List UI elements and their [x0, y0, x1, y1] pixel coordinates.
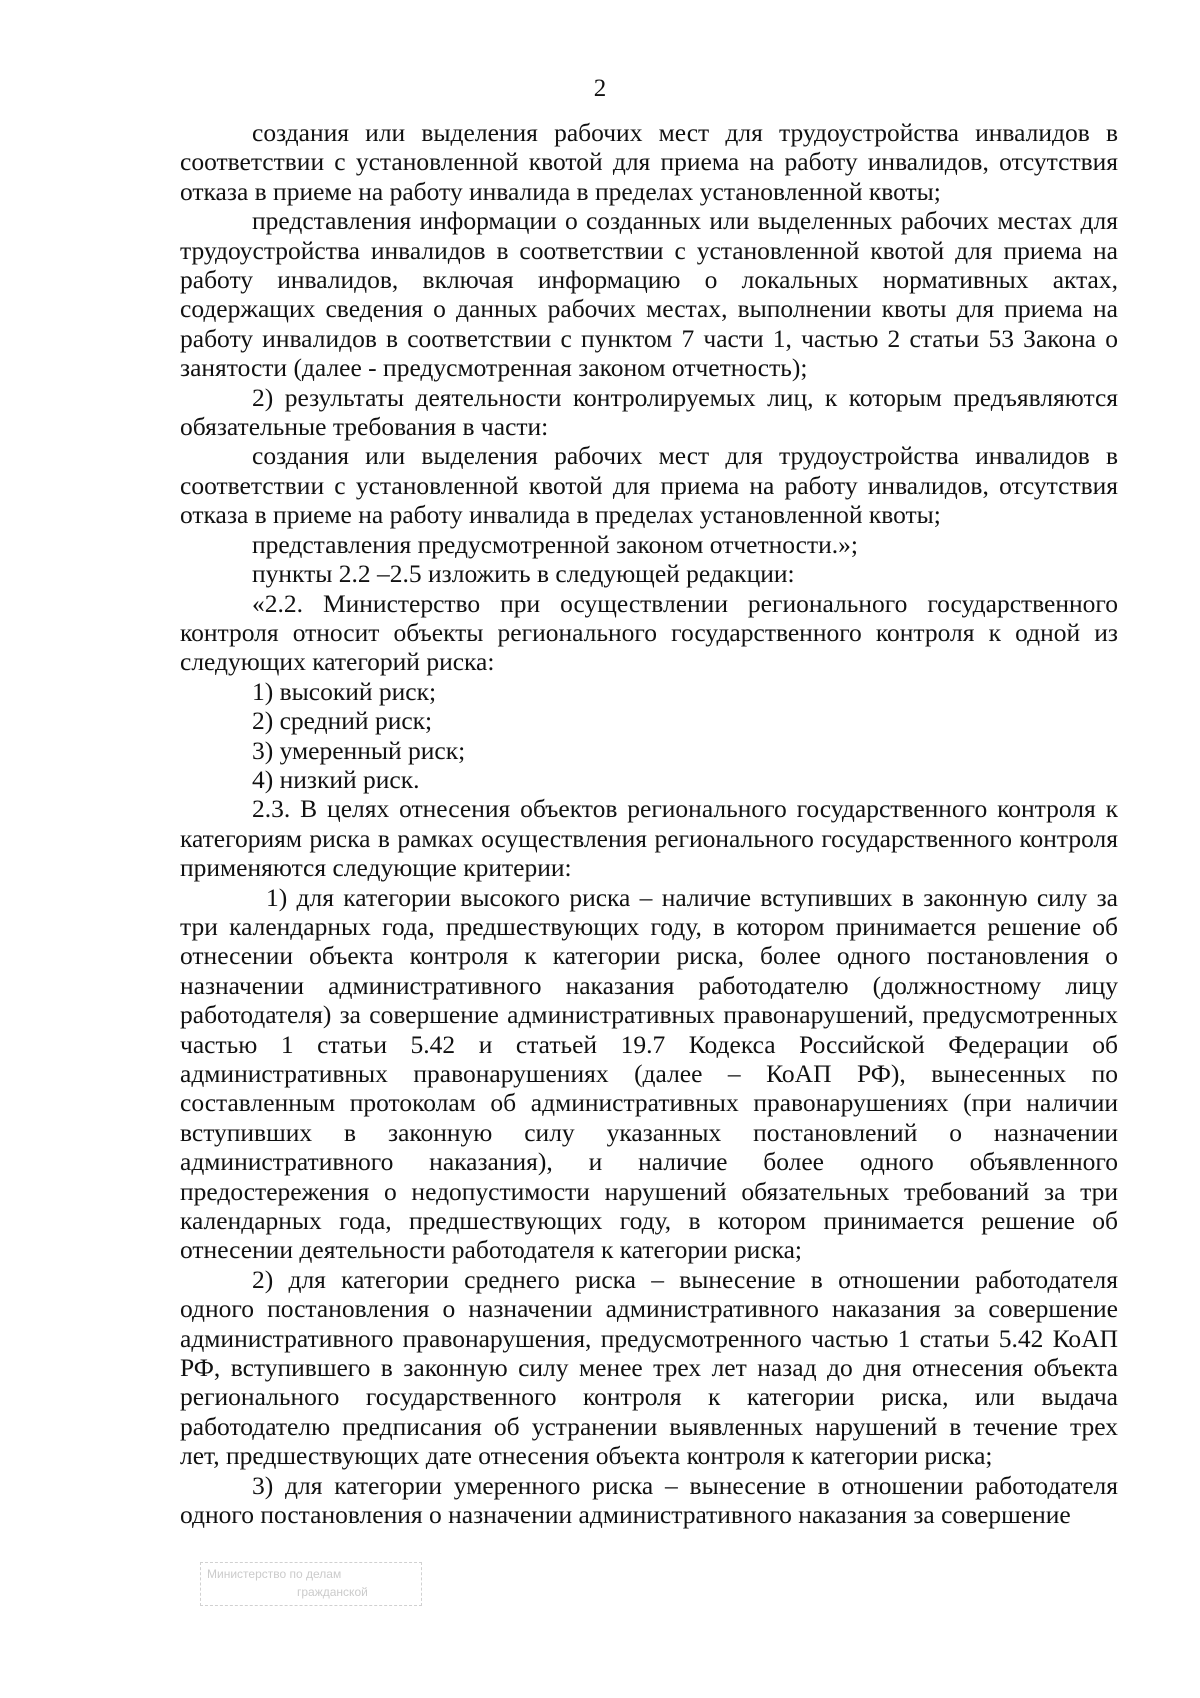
stamp-line: гражданской [297, 1585, 368, 1599]
paragraph: 1) для категории высокого риска – наличие вступивших в законную силу за три календарных года, предшествующих году, в котором принимается решение об отнесении объекта контроля к категории риска, более одного постановления о назначении административного наказания работодателю (должностному лицу работодателя) за совершение административных правонарушений, предусмотренных частью 1 статьи 5.42 и статьей 19.7 Кодекса Российской Федерации об административных правонарушениях (далее – КоАП РФ), вынесенных по составленным протоколам об административных правонарушениях (при наличии вступивших в законную силу указанных постановлений о назначении административного наказания), и наличие более одного объявленного предостережения о недопустимости нарушений обязательных требований за три календарных года, предшествующих году, в котором принимается решение об отнесении деятельности работодателя к категории риска; [180, 882, 1118, 1265]
paragraph: создания или выделения рабочих мест для трудоустройства инвалидов в соответствии с установленной квотой для приема на работу инвалидов, отсутствия отказа в приеме на работу инвалида в пределах установленной квоты; [180, 118, 1118, 206]
paragraph: 2) результаты деятельности контролируемых лиц, к которым предъявляются обязательные требования в части: [180, 382, 1118, 442]
paragraph: «2.2. Министерство при осуществлении регионального государственного контроля относит объекты регионального государственного контроля к одной из следующих категорий риска: [180, 588, 1118, 677]
registration-stamp [200, 1562, 422, 1606]
document-body [180, 118, 1118, 1530]
paragraph: представления предусмотренной законом отчетности.»; [252, 529, 858, 559]
paragraph: представления информации о созданных или выделенных рабочих местах для трудоустройства инвалидов в соответствии с установленной квотой для приема на работу инвалидов, включая информацию о локальных нормативных актах, содержащих сведения о данных рабочих местах, выполнении квоты для приема на работу инвалидов в соответствии с пунктом 7 части 1, частью 2 статьи 53 Закона о занятости (далее - предусмотренная законом отчетность); [180, 206, 1118, 383]
paragraph: 3) для категории умеренного риска – вынесение в отношении работодателя одного постановления о назначении административного наказания за совершение [180, 1470, 1118, 1530]
paragraph: 2) для категории среднего риска – вынесение в отношении работодателя одного постановления о назначении административного наказания за совершение административного правонарушения, предусмотренного частью 1 статьи 5.42 КоАП РФ, вступившего в законную силу менее трех лет назад до дня отнесения объекта регионального государственного контроля к категории риска, или выдача работодателю предписания об устранении выявленных нарушений в течение трех лет, предшествующих дате отнесения объекта контроля к категории риска; [180, 1264, 1118, 1471]
list-item: 4) низкий риск. [252, 764, 420, 794]
stamp-line: Министерство по делам [207, 1567, 342, 1581]
list-item: 3) умеренный риск; [252, 735, 466, 765]
paragraph: пункты 2.2 –2.5 изложить в следующей редакции: [252, 559, 795, 589]
paragraph: 2.3. В целях отнесения объектов регионального государственного контроля к категориям риска в рамках осуществления регионального государственного контроля применяются следующие критерии: [180, 794, 1118, 883]
paragraph: создания или выделения рабочих мест для трудоустройства инвалидов в соответствии с установленной квотой для приема на работу инвалидов, отсутствия отказа в приеме на работу инвалида в пределах установленной квоты; [180, 441, 1118, 530]
list-item: 2) средний риск; [252, 706, 433, 736]
page-number: 2 [593, 75, 607, 102]
list-item: 1) высокий риск; [252, 676, 437, 706]
